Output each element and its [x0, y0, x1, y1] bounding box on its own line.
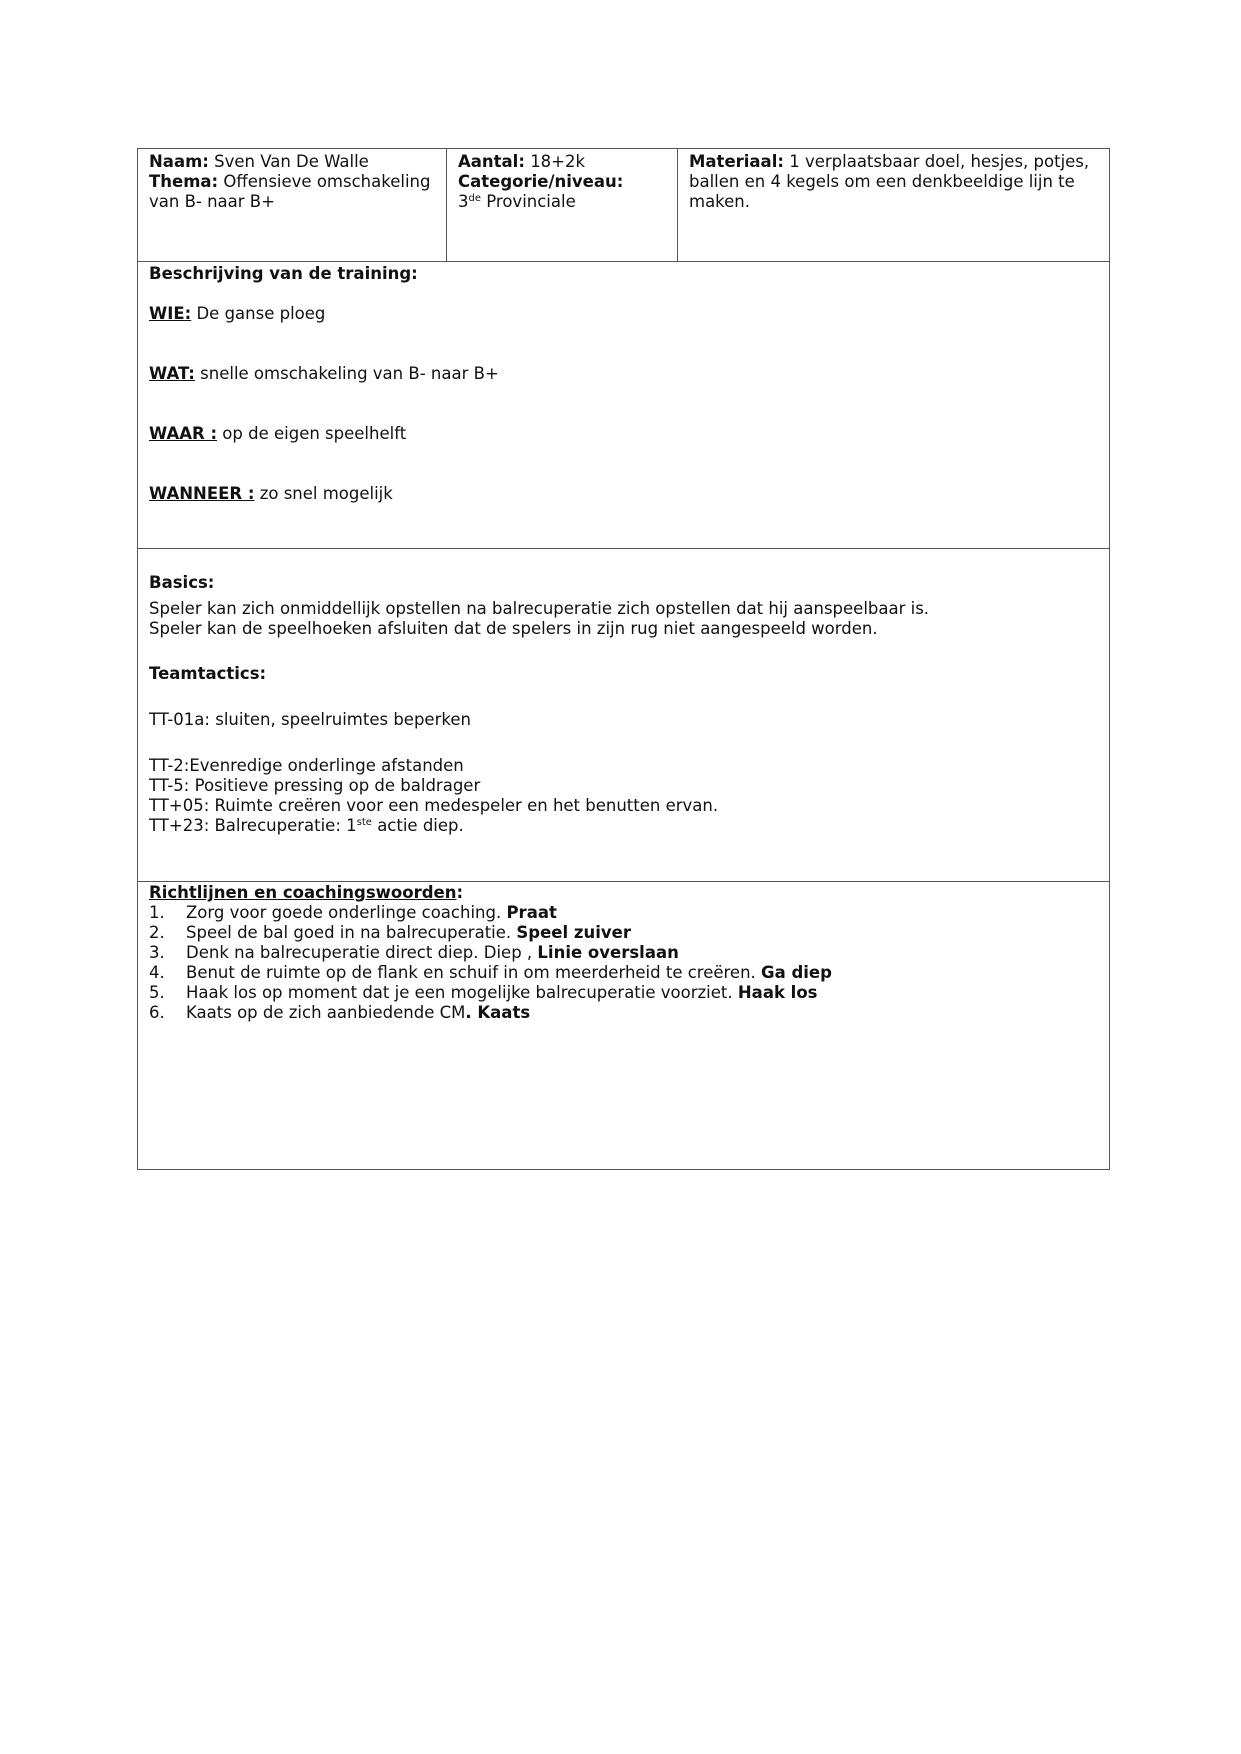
richtlijnen-list — [149, 903, 1098, 1023]
basics-line-1: Speler kan zich onmiddellijk opstellen na balrecuperatie zich opstellen dat hij aanspeelbaar is. — [149, 599, 930, 618]
waar-label: WAAR : — [149, 424, 218, 443]
wie-label: WIE: — [149, 304, 192, 323]
tt-2: TT-2:Evenredige onderlinge afstanden — [149, 756, 464, 775]
wie-value: De ganse ploeg — [196, 304, 326, 323]
basics-section — [138, 549, 1109, 882]
list-item: 6. Kaats op de zich aanbiedende CM. Kaats — [149, 1003, 531, 1022]
teamtactics-title: Teamtactics: — [149, 664, 267, 683]
categorie-sup: de — [468, 193, 481, 204]
naam-label: Naam: — [149, 152, 209, 171]
tt-5: TT-5: Positieve pressing op de baldrager — [149, 776, 481, 795]
list-item: 2. Speel de bal goed in na balrecuperatie. Speel zuiver — [149, 923, 631, 942]
categorie-value: Provinciale — [486, 192, 576, 211]
basics-title: Basics: — [149, 573, 215, 592]
list-item: 5. Haak los op moment dat je een mogelijke balrecuperatie voorziet. Haak los — [149, 983, 818, 1002]
tt-23-sup: ste — [356, 817, 372, 828]
materiaal-cell — [678, 149, 1109, 261]
materiaal-value: 1 verplaatsbaar doel, hesjes, potjes, ballen en 4 kegels om een denkbeeldige lijn te maken. — [689, 152, 1090, 211]
materiaal-label: Materiaal: — [689, 152, 784, 171]
waar-value: op de eigen speelhelft — [222, 424, 407, 443]
tt-01a: TT-01a: sluiten, speelruimtes beperken — [149, 710, 471, 729]
beschrijving-section — [138, 262, 1109, 549]
aantal-categorie-cell — [447, 149, 678, 261]
naam-thema-cell — [138, 149, 447, 261]
training-sheet — [137, 148, 1110, 1170]
tt-23-suffix: actie diep. — [377, 816, 464, 835]
wanneer-value: zo snel mogelijk — [259, 484, 393, 503]
richtlijnen-colon: : — [456, 883, 464, 902]
thema-label: Thema: — [149, 172, 219, 191]
list-item: 1. Zorg voor goede onderlinge coaching. Praat — [149, 903, 557, 922]
categorie-number: 3 — [458, 192, 469, 211]
wat-label: WAT: — [149, 364, 195, 383]
list-item: 3. Denk na balrecuperatie direct diep. Diep , Linie overslaan — [149, 943, 679, 962]
thema-value: Offensieve omschakeling van B- naar B+ — [149, 172, 431, 211]
categorie-label: Categorie/niveau: — [458, 172, 624, 191]
naam-value: Sven Van De Walle — [214, 152, 369, 171]
aantal-label: Aantal: — [458, 152, 525, 171]
list-item: 4. Benut de ruimte op de flank en schuif in om meerderheid te creëren. Ga diep — [149, 963, 832, 982]
tt-23-prefix: TT+23: Balrecuperatie: 1 — [149, 816, 357, 835]
tt-23 — [149, 816, 1098, 836]
beschrijving-title: Beschrijving van de training: — [149, 264, 418, 283]
basics-line-2: Speler kan de speelhoeken afsluiten dat de spelers in zijn rug niet aangespeeld worden. — [149, 619, 878, 638]
richtlijnen-title: Richtlijnen en coachingswoorden — [149, 883, 457, 902]
header-row — [138, 149, 1109, 262]
wanneer-label: WANNEER : — [149, 484, 255, 503]
tt-05: TT+05: Ruimte creëren voor een medespeler en het benutten ervan. — [149, 796, 719, 815]
richtlijnen-section — [138, 882, 1109, 1169]
aantal-value: 18+2k — [530, 152, 586, 171]
wat-value: snelle omschakeling van B- naar B+ — [200, 364, 499, 383]
